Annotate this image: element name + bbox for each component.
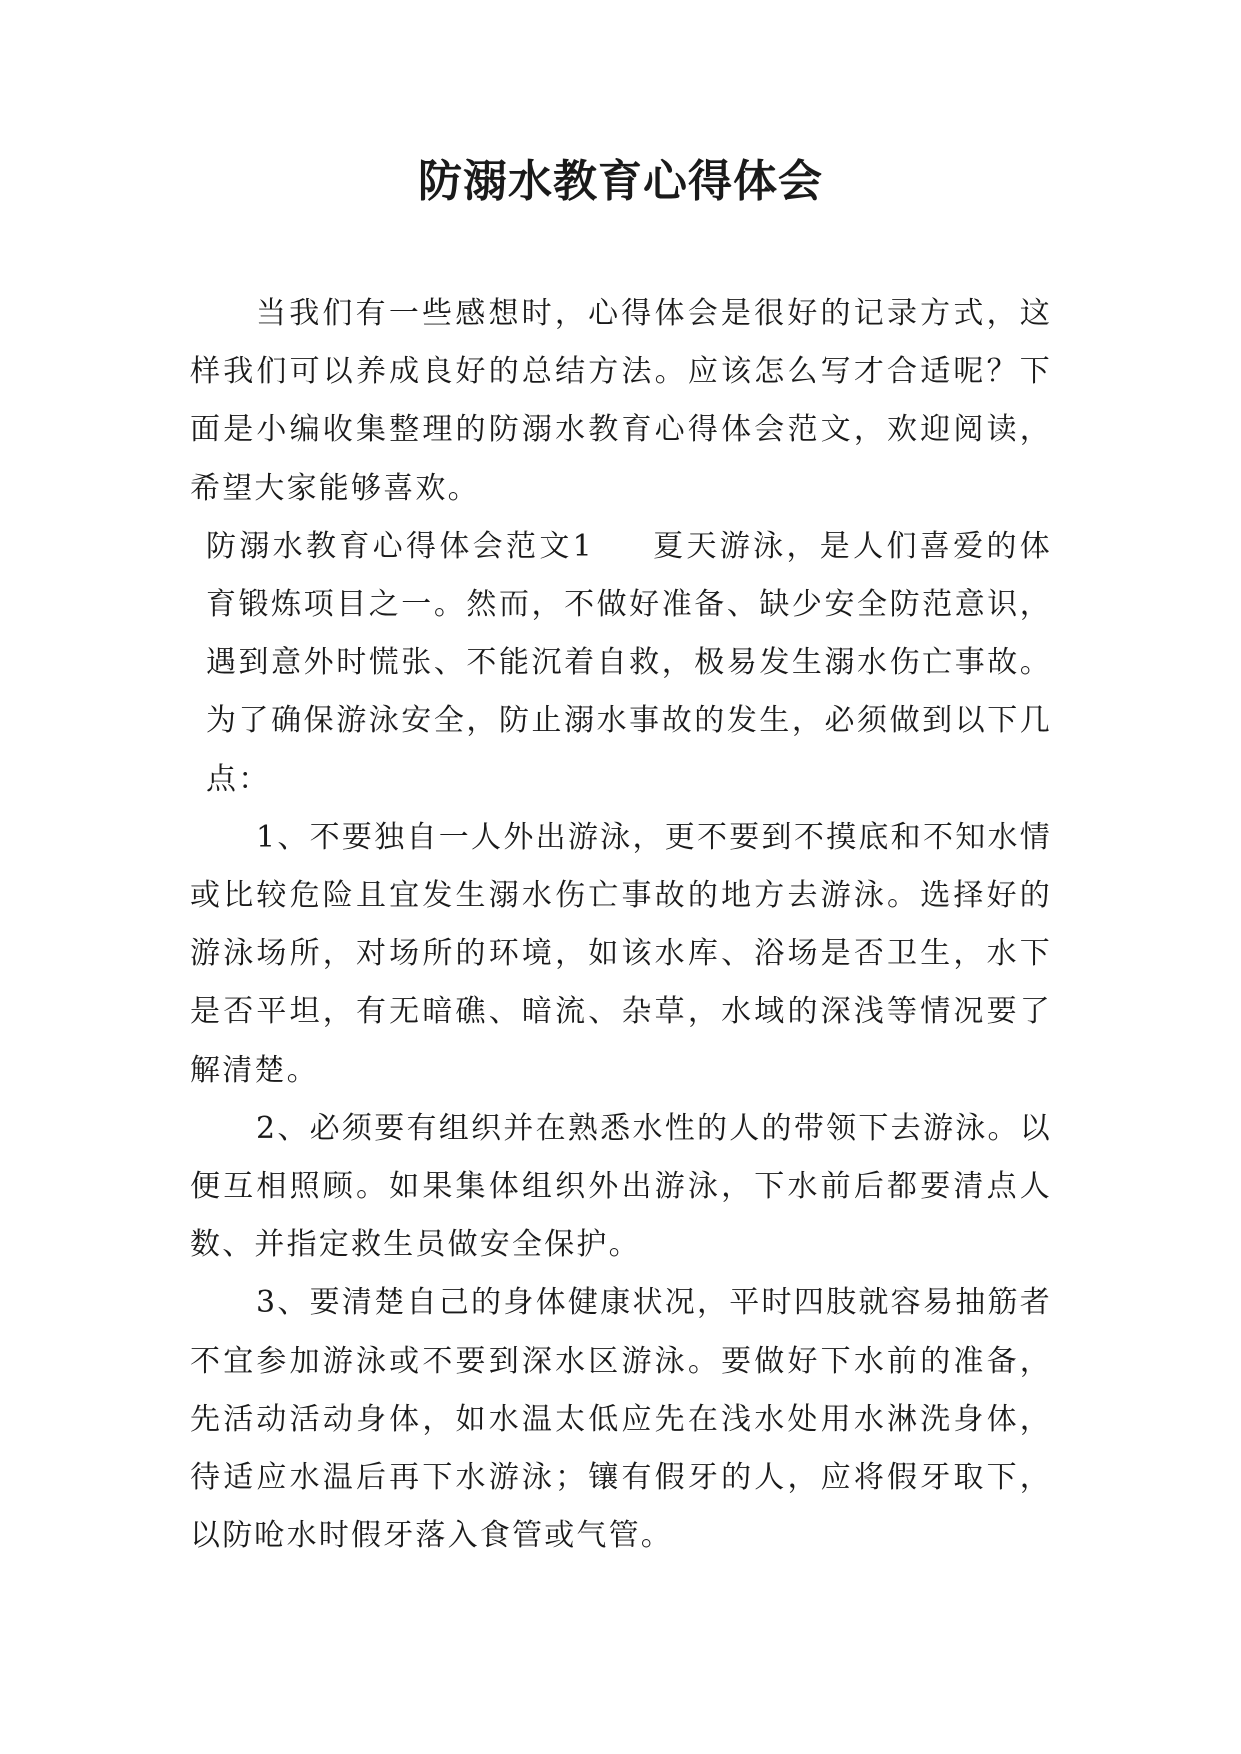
point-paragraph-3: 3、要清楚自己的身体健康状况，平时四肢就容易抽筋者不宜参加游泳或不要到深水区游泳。要做好下水前的准备，先活动活动身体，如水温太低应先在浅水处用水淋洗身体，待适应水温后再下水游泳；镶有假牙的人，应将假牙取下，以防呛水时假牙落入食管或气管。 <box>190 1285 1052 1554</box>
section-paragraph <box>190 518 1052 809</box>
intro-paragraph: 当我们有一些感想时，心得体会是很好的记录方式，这样我们可以养成良好的总结方法。应该怎么写才合适呢？下面是小编收集整理的防溺水教育心得体会范文，欢迎阅读，希望大家能够喜欢。 <box>190 296 1052 506</box>
section-intro: 夏天游泳，是人们喜爱的体育锻炼项目之一。然而，不做好准备、缺少安全防范意识，遇到意外时慌张、不能沉着自救，极易发生溺水伤亡事故。为了确保游泳安全，防止溺水事故的发生，必须做到以下几点： <box>206 528 1052 797</box>
document-title: 防溺水教育心得体会 <box>418 156 823 207</box>
section-heading: 防溺水教育心得体会范文1 <box>206 528 594 564</box>
document-body <box>190 285 1052 1565</box>
point-paragraph-2: 2、必须要有组织并在熟悉水性的人的带领下去游泳。以便互相照顾。如果集体组织外出游泳，下水前后都要清点人数、并指定救生员做安全保护。 <box>190 1110 1052 1263</box>
point-paragraph-1: 1、不要独自一人外出游泳，更不要到不摸底和不知水情或比较危险且宜发生溺水伤亡事故的地方去游泳。选择好的游泳场所，对场所的环境，如该水库、浴场是否卫生，水下是否平坦，有无暗礁、暗流、杂草，水域的深浅等情况要了解清楚。 <box>190 819 1052 1088</box>
